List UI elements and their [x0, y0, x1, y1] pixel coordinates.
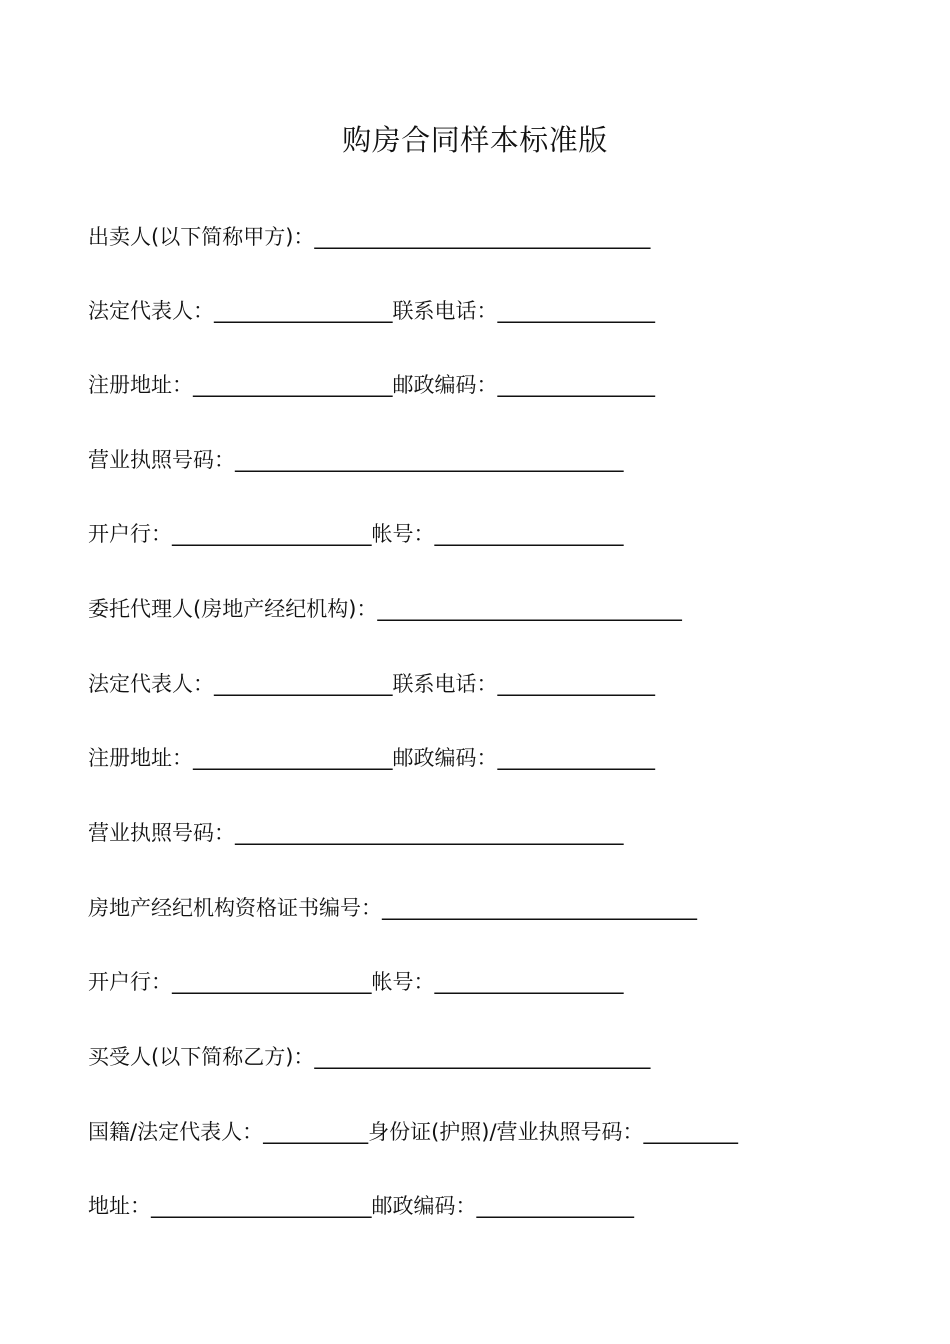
- seller-license-line: 营业执照号码：_____________________________________: [88, 448, 624, 472]
- agent-address-line: 注册地址：___________________邮政编码：_______________: [88, 746, 655, 770]
- agent-legal-rep-line: 法定代表人：_________________联系电话：_______________: [88, 672, 655, 696]
- document-title: 购房合同样本标准版: [342, 123, 608, 157]
- seller-line: 出卖人(以下简称甲方)：________________________________: [88, 225, 651, 249]
- buyer-address-line: 地址：_____________________邮政编码：_______________: [88, 1194, 634, 1218]
- buyer-nationality-line: 国籍/法定代表人：__________身份证(护照)/营业执照号码：_________: [88, 1120, 739, 1144]
- agent-license-line: 营业执照号码：_____________________________________: [88, 821, 624, 845]
- agent-certificate-line: 房地产经纪机构资格证书编号：______________________________: [88, 896, 697, 920]
- buyer-line: 买受人(以下简称乙方)：________________________________: [88, 1045, 651, 1069]
- agent-bank-line: 开户行：___________________帐号：__________________: [88, 970, 624, 994]
- agent-line: 委托代理人(房地产经纪机构)：_____________________________: [88, 597, 682, 621]
- seller-legal-rep-line: 法定代表人：_________________联系电话：_______________: [88, 299, 655, 323]
- seller-address-line: 注册地址：___________________邮政编码：_______________: [88, 373, 655, 397]
- seller-bank-line: 开户行：___________________帐号：__________________: [88, 522, 624, 546]
